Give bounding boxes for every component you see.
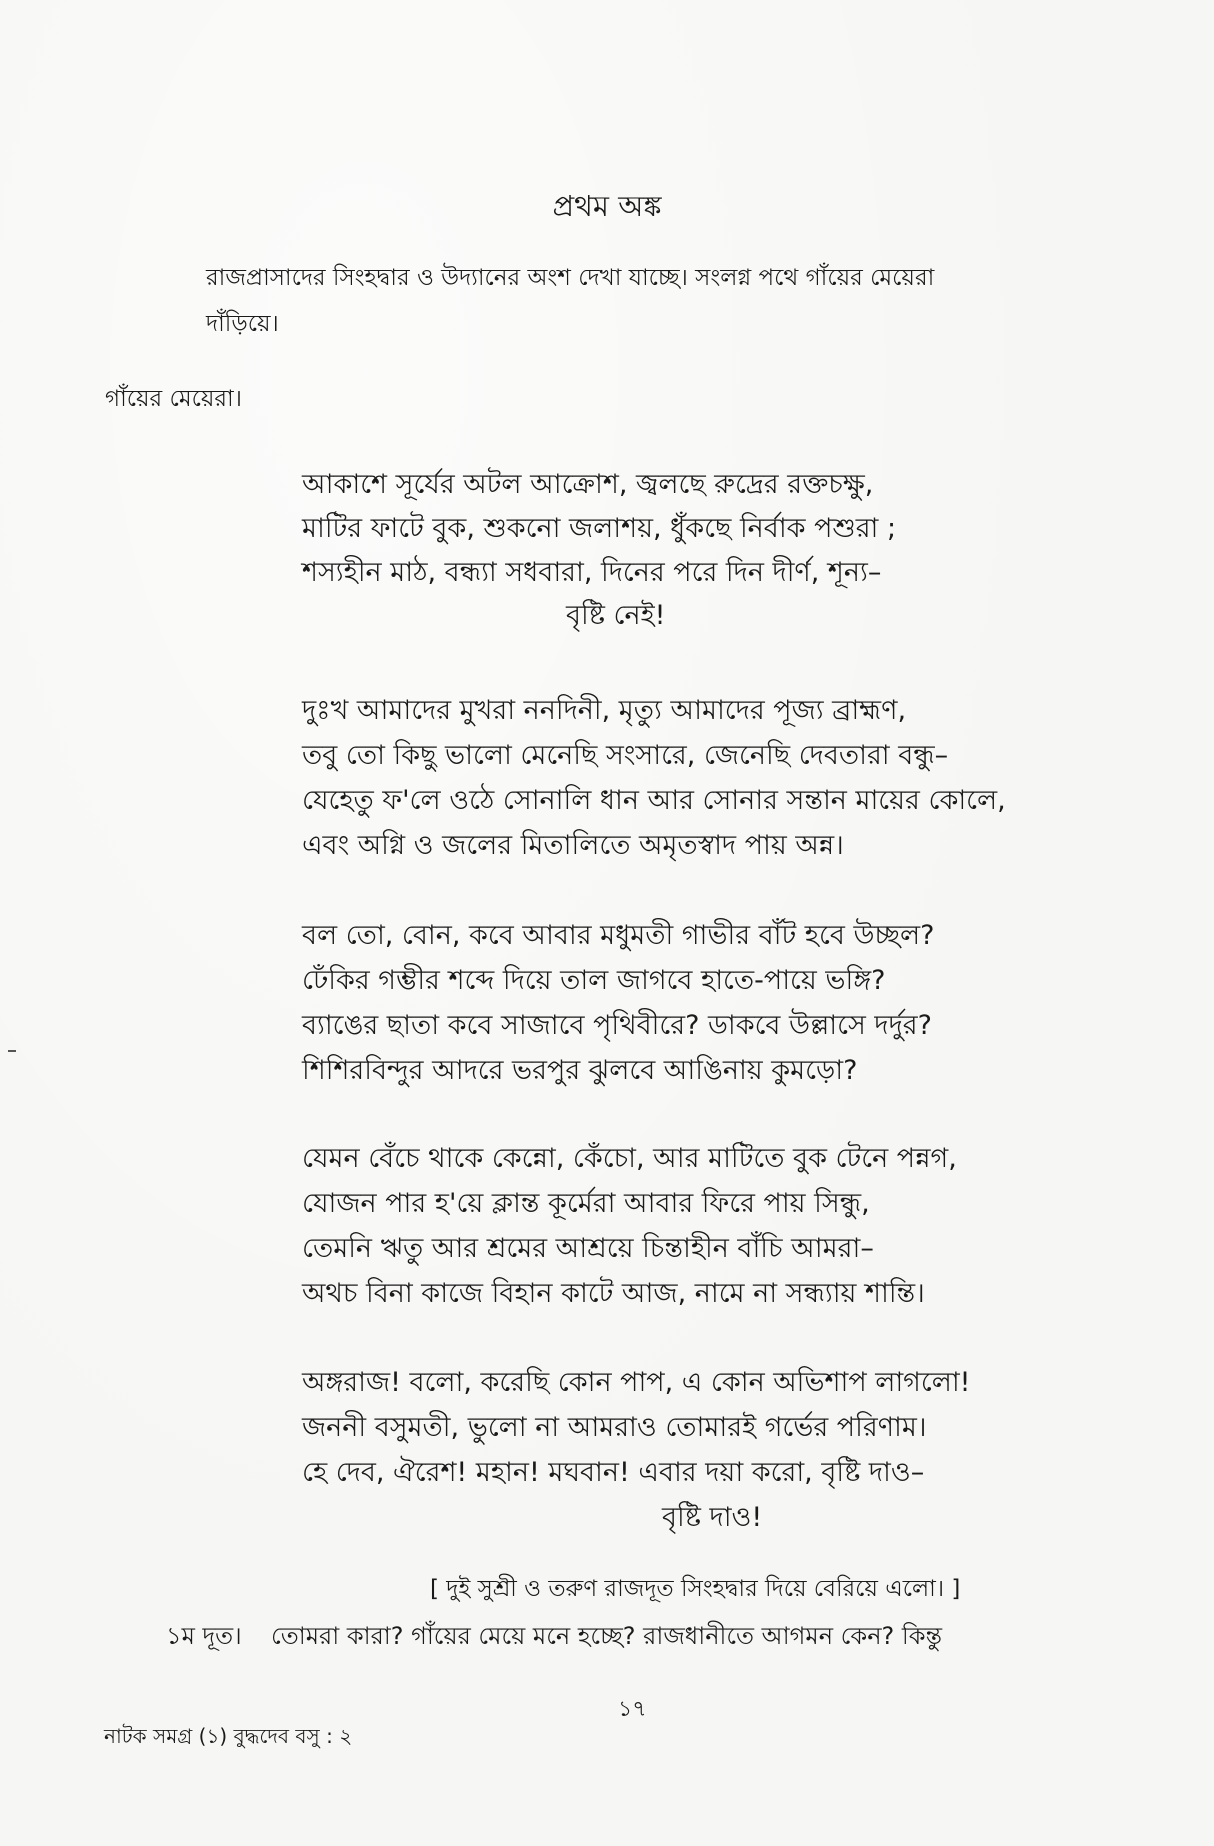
dialogue-speaker: ১ম দূত। [166, 1622, 242, 1650]
scan-speck [8, 1050, 16, 1052]
book-footer: নাটক সমগ্র (১) বুদ্ধদেব বসু : ২ [104, 1724, 353, 1748]
verse-line: এবং অগ্নি ও জলের মিতালিতে অমৃতস্বাদ পায় অন্ন। [302, 830, 844, 861]
stage-direction-line-1: রাজপ্রাসাদের সিংহদ্বার ও উদ্যানের অংশ দেখা যাচ্ছে। সংলগ্ন পথে গাঁয়ের মেয়েরা [206, 265, 935, 291]
stage-direction-line-2: দাঁড়িয়ে। [206, 311, 279, 337]
verse-line: তেমনি ঋতু আর শ্রমের আশ্রয়ে চিন্তাহীন বাঁচি আমরা– [302, 1233, 874, 1264]
verse-line: শস্যহীন মাঠ, বন্ধ্যা সধবারা, দিনের পরে দিন দীর্ণ, শূন্য– [302, 557, 882, 588]
verse-line: ব্যাঙের ছাতা কবে সাজাবে পৃথিবীরে? ডাকবে উল্লাসে দর্দুর? [302, 1010, 932, 1041]
stage-direction-bracketed: [ দুই সুশ্রী ও তরুণ রাজদূত সিংহদ্বার দিয়ে বেরিয়ে এলো। ] [430, 1576, 961, 1602]
dialogue-line [166, 1618, 942, 1658]
verse-line: অথচ বিনা কাজে বিহান কাটে আজ, নামে না সন্ধ্যায় শান্তি। [302, 1278, 925, 1309]
verse-line: দুঃখ আমাদের মুখরা ননদিনী, মৃত্যু আমাদের পূজ্য ব্রাহ্মণ, [302, 695, 907, 726]
page-number: ১৭ [618, 1697, 647, 1722]
verse-line: তবু তো কিছু ভালো মেনেছি সংসারে, জেনেছি দেবতারা বন্ধু– [302, 740, 949, 771]
verse-line: যোজন পার হ'য়ে ক্লান্ত কূর্মেরা আবার ফিরে পায় সিন্ধু, [302, 1188, 870, 1219]
verse-line: বল তো, বোন, কবে আবার মধুমতী গাভীর বাঁট হবে উচ্ছল? [302, 920, 935, 951]
dialogue-text: তোমরা কারা? গাঁয়ের মেয়ে মনে হচ্ছে? রাজধানীতে আগমন কেন? কিন্তু [271, 1622, 943, 1650]
verse-line: হে দেব, ঐরেশ! মহান! মঘবান! এবার দয়া করো, বৃষ্টি দাও– [302, 1457, 925, 1488]
verse-line: আকাশে সূর্যের অটল আক্রোশ, জ্বলছে রুদ্রের রক্তচক্ষু, [302, 469, 874, 500]
verse-refrain: বৃষ্টি নেই! [566, 600, 666, 631]
verse-line: মাটির ফাটে বুক, শুকনো জলাশয়, ধুঁকছে নির্বাক পশুরা ; [302, 513, 897, 544]
speaker-label: গাঁয়ের মেয়েরা। [105, 386, 242, 412]
verse-refrain: বৃষ্টি দাও! [662, 1502, 763, 1533]
verse-line: যেহেতু ফ'লে ওঠে সোনালি ধান আর সোনার সন্তান মায়ের কোলে, [302, 785, 1006, 816]
verse-line: অঙ্গরাজ! বলো, করেছি কোন পাপ, এ কোন অভিশাপ লাগলো! [302, 1367, 971, 1398]
verse-line: যেমন বেঁচে থাকে কেন্নো, কেঁচো, আর মাটিতে বুক টেনে পন্নগ, [302, 1143, 957, 1174]
verse-line: শিশিরবিন্দুর আদরে ভরপুর ঝুলবে আঙিনায় কুমড়ো? [302, 1055, 858, 1086]
act-heading: প্রথম অঙ্ক [552, 189, 662, 223]
verse-line: জননী বসুমতী, ভুলো না আমরাও তোমারই গর্ভের পরিণাম। [302, 1412, 927, 1443]
verse-line: ঢেঁকির গম্ভীর শব্দে দিয়ে তাল জাগবে হাতে-পায়ে ভঙ্গি? [302, 965, 886, 996]
